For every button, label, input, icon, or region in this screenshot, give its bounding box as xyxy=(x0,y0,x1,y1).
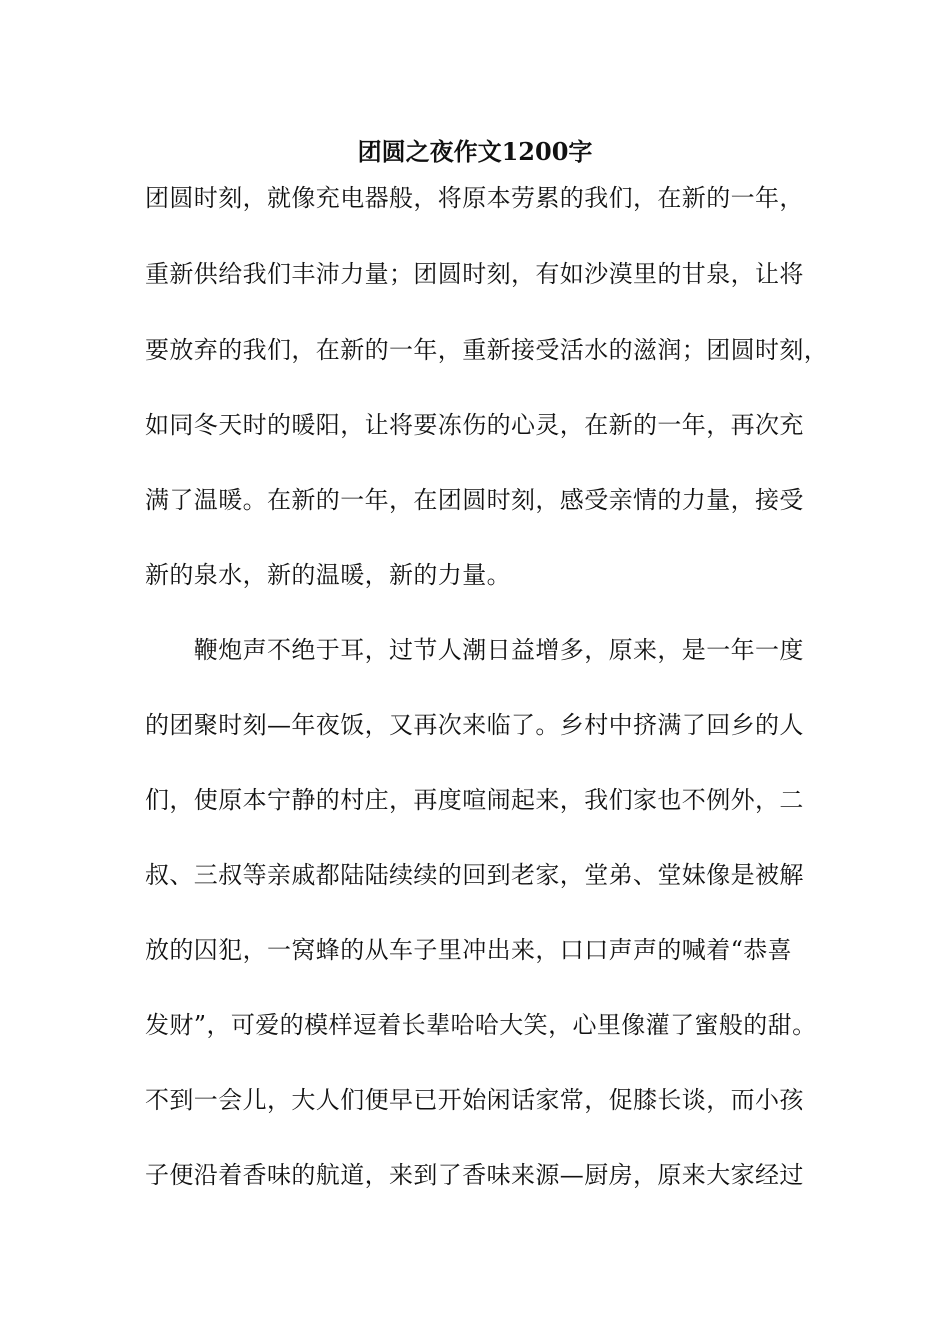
paragraph-line: 团圆时刻，就像充电器般，将原本劳累的我们，在新的一年， xyxy=(145,184,804,212)
paragraph-line: 放的囚犯，一窝蜂的从车子里冲出来，口口声声的喊着“恭喜 xyxy=(145,936,793,964)
paragraph-line: 们，使原本宁静的村庄，再度喧闹起来，我们家也不例外，二 xyxy=(145,786,804,814)
document-title: 团圆之夜作文1200字 xyxy=(357,137,593,166)
paragraph-line: 叔、三叔等亲戚都陆陆续续的回到老家，堂弟、堂妹像是被解 xyxy=(145,861,804,889)
paragraph-line: 不到一会儿，大人们便早已开始闲话家常，促膝长谈，而小孩 xyxy=(145,1086,804,1114)
paragraph-line: 重新供给我们丰沛力量；团圆时刻，有如沙漠里的甘泉，让将 xyxy=(145,260,804,288)
paragraph-line: 的团聚时刻—年夜饭，又再次来临了。乡村中挤满了回乡的人 xyxy=(145,711,804,739)
paragraph-line: 如同冬天时的暖阳，让将要冻伤的心灵，在新的一年，再次充 xyxy=(145,411,804,439)
paragraph-line: 鞭炮声不绝于耳，过节人潮日益增多，原来，是一年一度 xyxy=(145,636,804,664)
paragraph-line: 新的泉水，新的温暖，新的力量。 xyxy=(145,561,511,589)
paragraph-line: 要放弃的我们，在新的一年，重新接受活水的滋润；团圆时刻， xyxy=(145,336,829,364)
paragraph-line: 发财”，可爱的模样逗着长辈哈哈大笑，心里像灌了蜜般的甜。 xyxy=(145,1011,817,1039)
paragraph-line: 满了温暖。在新的一年，在团圆时刻，感受亲情的力量，接受 xyxy=(145,486,804,514)
paragraph-line: 子便沿着香味的航道，来到了香味来源—厨房，原来大家经过 xyxy=(145,1161,804,1189)
